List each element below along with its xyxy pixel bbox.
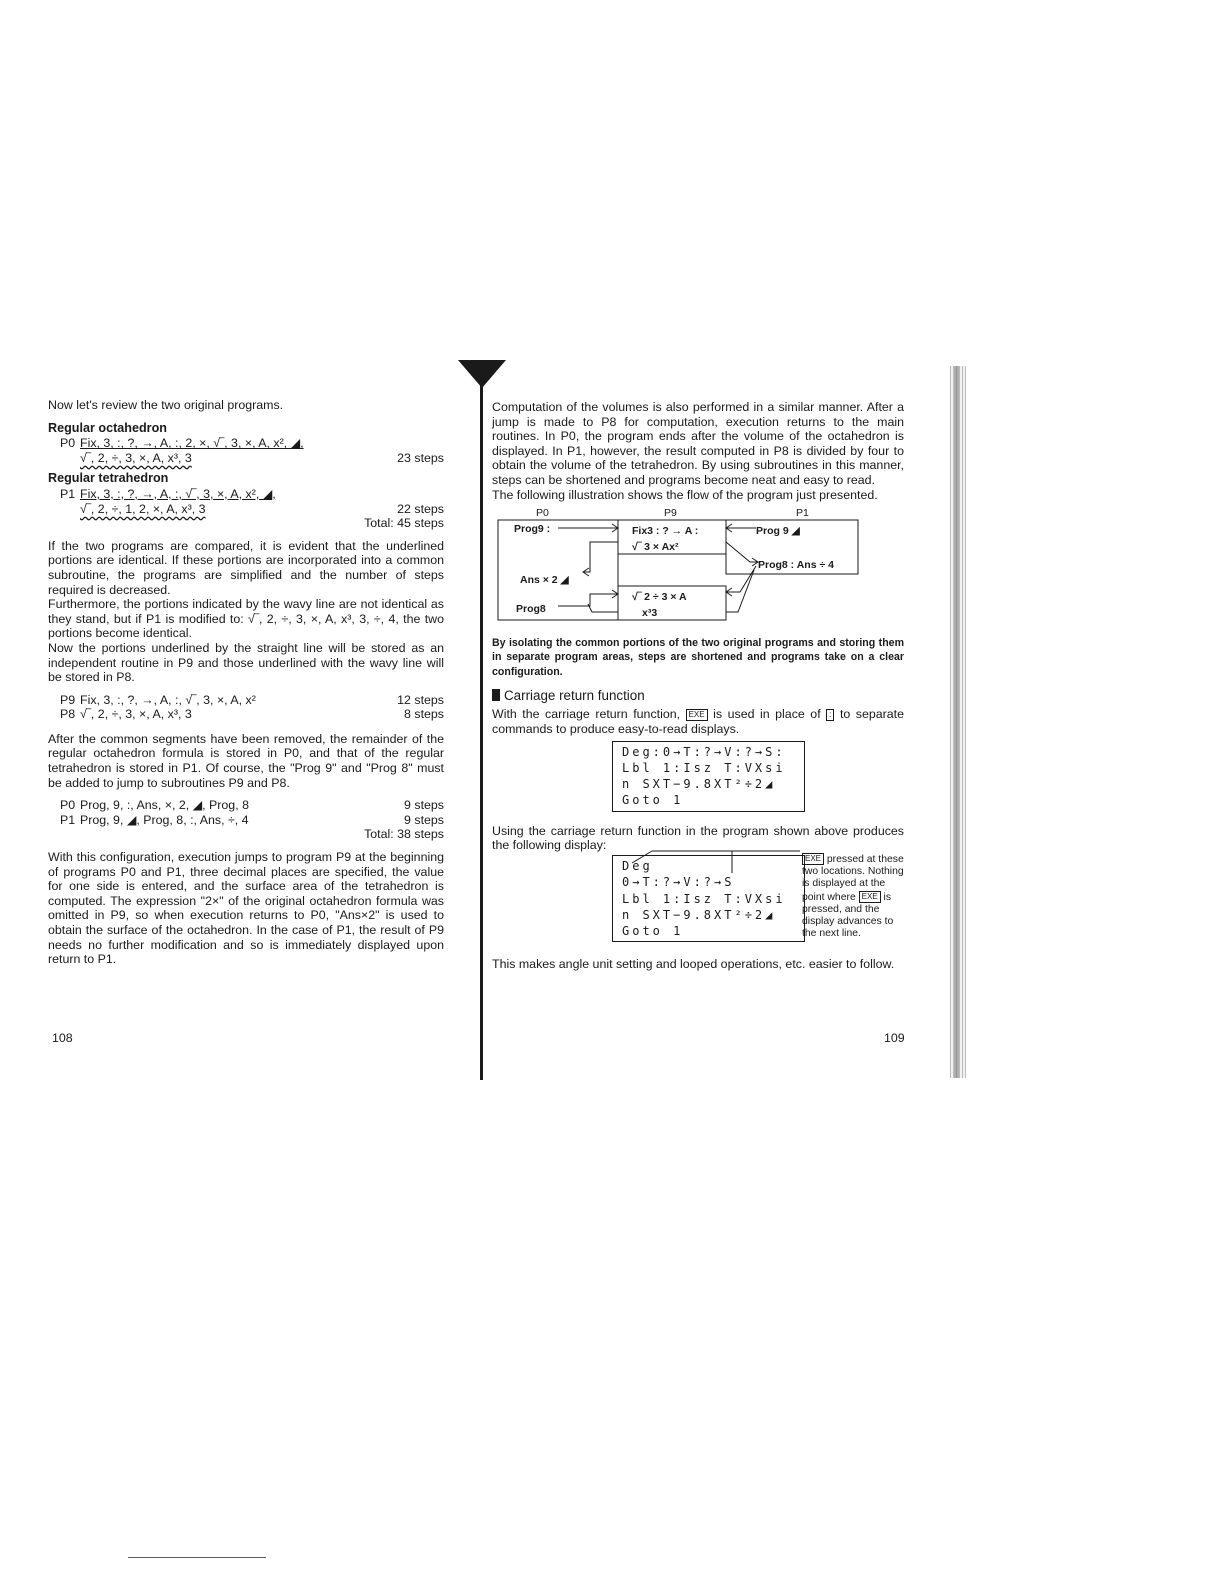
program-label: P9 bbox=[60, 692, 76, 707]
total-steps: Total: 45 steps bbox=[364, 516, 444, 531]
program-code: Fix, 3, :, ?, →, A, :, 2, ×, √‾, 3, ×, A, x², ◢, bbox=[80, 436, 304, 451]
flow-p9-sqrt: √‾ 3 × Ax² bbox=[632, 541, 679, 554]
tetrahedron-line-1 bbox=[48, 487, 444, 502]
intro-text: Now let's review the two original programs. bbox=[48, 398, 284, 412]
flow-title-p9: P9 bbox=[664, 507, 677, 520]
body-paragraph: After the common segments have been removed, the remainder of the regular octahedron formula is stored in P0, and that of the regular tetrahedron is stored in P1. Of course, the "Prog 9" and "Prog 8" must be added to jump to subroutines P9 and P8. bbox=[48, 731, 444, 790]
body-paragraph: The following illustration shows the flow of the program just presented. bbox=[492, 487, 878, 502]
program-label: P0 bbox=[60, 798, 76, 813]
p1-revised-line bbox=[48, 813, 444, 828]
step-count: 12 steps bbox=[397, 692, 444, 707]
lcd-line: Deg bbox=[622, 858, 653, 873]
section-heading bbox=[492, 689, 904, 704]
program-label: P0 bbox=[60, 436, 76, 451]
scan-artifact-line bbox=[128, 1557, 266, 1558]
program-flow-diagram bbox=[492, 506, 904, 626]
program-code: √‾, 2, ÷, 1, 2, ×, A, x³, 3 bbox=[80, 501, 206, 516]
lcd-display-single bbox=[612, 741, 805, 812]
flow-title-p1: P1 bbox=[796, 507, 809, 520]
lcd-line: Goto 1 bbox=[622, 924, 684, 939]
flow-p8-sqrt: √‾ 2 ÷ 3 × A bbox=[632, 591, 687, 604]
lcd-line: Lbl 1:Isz T:VXsi bbox=[622, 891, 786, 906]
p8-line bbox=[48, 707, 444, 722]
program-code: Fix, 3, :, ?, →, A, :, √‾, 3, ×, A, x², ◢, bbox=[80, 486, 276, 501]
right-page bbox=[492, 400, 904, 978]
exe-key-icon: EXE bbox=[802, 853, 824, 865]
exe-key-icon: EXE bbox=[686, 709, 708, 721]
body-paragraph: Using the carriage return function in the program shown above produces the following display: bbox=[492, 823, 904, 853]
body-paragraph: This makes angle unit setting and looped operations, etc. easier to follow. bbox=[492, 956, 895, 971]
page-number-left: 108 bbox=[52, 1031, 73, 1045]
step-count: 9 steps bbox=[404, 798, 444, 813]
lcd-line: n SXT−9.8XT²÷2◢ bbox=[622, 777, 776, 792]
octahedron-heading: Regular octahedron bbox=[48, 420, 167, 435]
left-page bbox=[48, 396, 444, 973]
octahedron-line-1 bbox=[48, 436, 444, 451]
section-marker-icon bbox=[492, 689, 500, 701]
program-code: Fix, 3, :, ?, →, A, :, √‾, 3, ×, A, x² bbox=[80, 692, 256, 707]
flow-p9-fix: Fix3 : ? → A : bbox=[632, 525, 699, 538]
tetrahedron-heading: Regular tetrahedron bbox=[48, 471, 169, 486]
flow-p0-prog8: Prog8 bbox=[516, 603, 546, 616]
flow-p0-ans: Ans × 2 ◢ bbox=[520, 574, 569, 587]
body-paragraph: Furthermore, the portions indicated by the wavy line are not identical as they stand, but if P1 is modified to: √‾, 2, ÷, 3, ×, A, x³, 3, ÷, 4, the two portions become identical. bbox=[48, 597, 444, 641]
octahedron-line-2 bbox=[48, 451, 444, 466]
colon-key-icon: : bbox=[826, 709, 834, 721]
lcd-line: Lbl 1:Isz T:VXsi bbox=[622, 760, 786, 775]
flow-title-p0: P0 bbox=[536, 507, 549, 520]
body-paragraph: With this configuration, execution jumps to program P9 at the beginning of programs P0 and P1, three decimal places are specified, the value for one side is entered, and the surface area of the tetrahedron is computed. The expression "2×" of the original octahedron formula was omitted in P9, so when execution returns to P0, "Ans×2" is used to obtain the surface of the octahedron. In the case of P1, the result of P9 needs no further modification and so is immediately displayed upon return to P1. bbox=[48, 850, 444, 967]
p9-line bbox=[48, 693, 444, 708]
tetrahedron-line-2 bbox=[48, 502, 444, 517]
program-code: Prog, 9, :, Ans, ×, 2, ◢, Prog, 8 bbox=[80, 798, 249, 813]
step-count: 23 steps bbox=[397, 450, 444, 465]
section-title: Carriage return function bbox=[504, 687, 645, 703]
page-edge-dark bbox=[954, 366, 959, 1078]
callout-note: EXE pressed at these two locations. Nothing is displayed at the point where EXE is pressed, and the display advances to the next line. bbox=[802, 853, 904, 940]
flow-p1-prog8: Prog8 : Ans ÷ 4 bbox=[758, 559, 834, 572]
program-code: √‾, 2, ÷, 3, ×, A, x³, 3 bbox=[80, 450, 192, 465]
lcd-line: Goto 1 bbox=[622, 793, 684, 808]
carriage-return-example bbox=[492, 855, 904, 947]
flow-p1-prog9: Prog 9 ◢ bbox=[756, 525, 800, 538]
page-number-right: 109 bbox=[884, 1031, 905, 1045]
body-paragraph: If the two programs are compared, it is evident that the underlined portions are identical. If these portions are incorporated into a common subroutine, the programs are simplified and the number of steps required is decreased. bbox=[48, 538, 444, 597]
lcd-line: Deg:0→T:?→V:?→S: bbox=[622, 744, 786, 759]
flow-p8-x3: x³3 bbox=[642, 607, 658, 620]
book-gutter bbox=[480, 362, 483, 1080]
program-code: √‾, 2, ÷, 3, ×, A, x³, 3 bbox=[80, 707, 192, 722]
program-label: P1 bbox=[60, 812, 76, 827]
step-count: 22 steps bbox=[397, 501, 444, 516]
flow-p0-prog9: Prog9 : bbox=[514, 523, 551, 536]
body-paragraph: Computation of the volumes is also performed in a similar manner. After a jump is made to P8 for computation, execution returns to the main routines. In P0, the program ends after the volume of the octahedron is displayed. In P1, however, the result computed in P8 is divided by four to obtain the volume of the tetrahedron. By using subroutines in this manner, steps can be shortened and programs become neat and easy to read. bbox=[492, 400, 904, 487]
program-label: P8 bbox=[60, 707, 76, 722]
total-steps: Total: 38 steps bbox=[364, 827, 444, 842]
lcd-line: n SXT−9.8XT²÷2◢ bbox=[622, 907, 776, 922]
flow-diagram-svg bbox=[492, 506, 904, 626]
lcd-line: 0→T:?→V:?→S bbox=[622, 875, 735, 890]
body-paragraph: With the carriage return function, EXE is used in place of : to separate commands to produce easy-to-read displays. bbox=[492, 707, 905, 736]
step-count: 8 steps bbox=[404, 707, 444, 722]
program-label: P1 bbox=[60, 486, 76, 501]
figure-caption: By isolating the common portions of the two original programs and storing them in separate program areas, steps are shortened and programs take on a clear configuration. bbox=[492, 637, 904, 678]
step-count: 9 steps bbox=[404, 812, 444, 827]
program-code: Prog, 9, ◢, Prog, 8, :, Ans, ÷, 4 bbox=[80, 812, 249, 827]
body-paragraph: Now the portions underlined by the straight line will be stored as an independent routine in P9 and those underlined with the wavy line will be stored in P8. bbox=[48, 640, 444, 685]
exe-key-icon: EXE bbox=[859, 891, 881, 903]
p0-revised-line bbox=[48, 798, 444, 813]
